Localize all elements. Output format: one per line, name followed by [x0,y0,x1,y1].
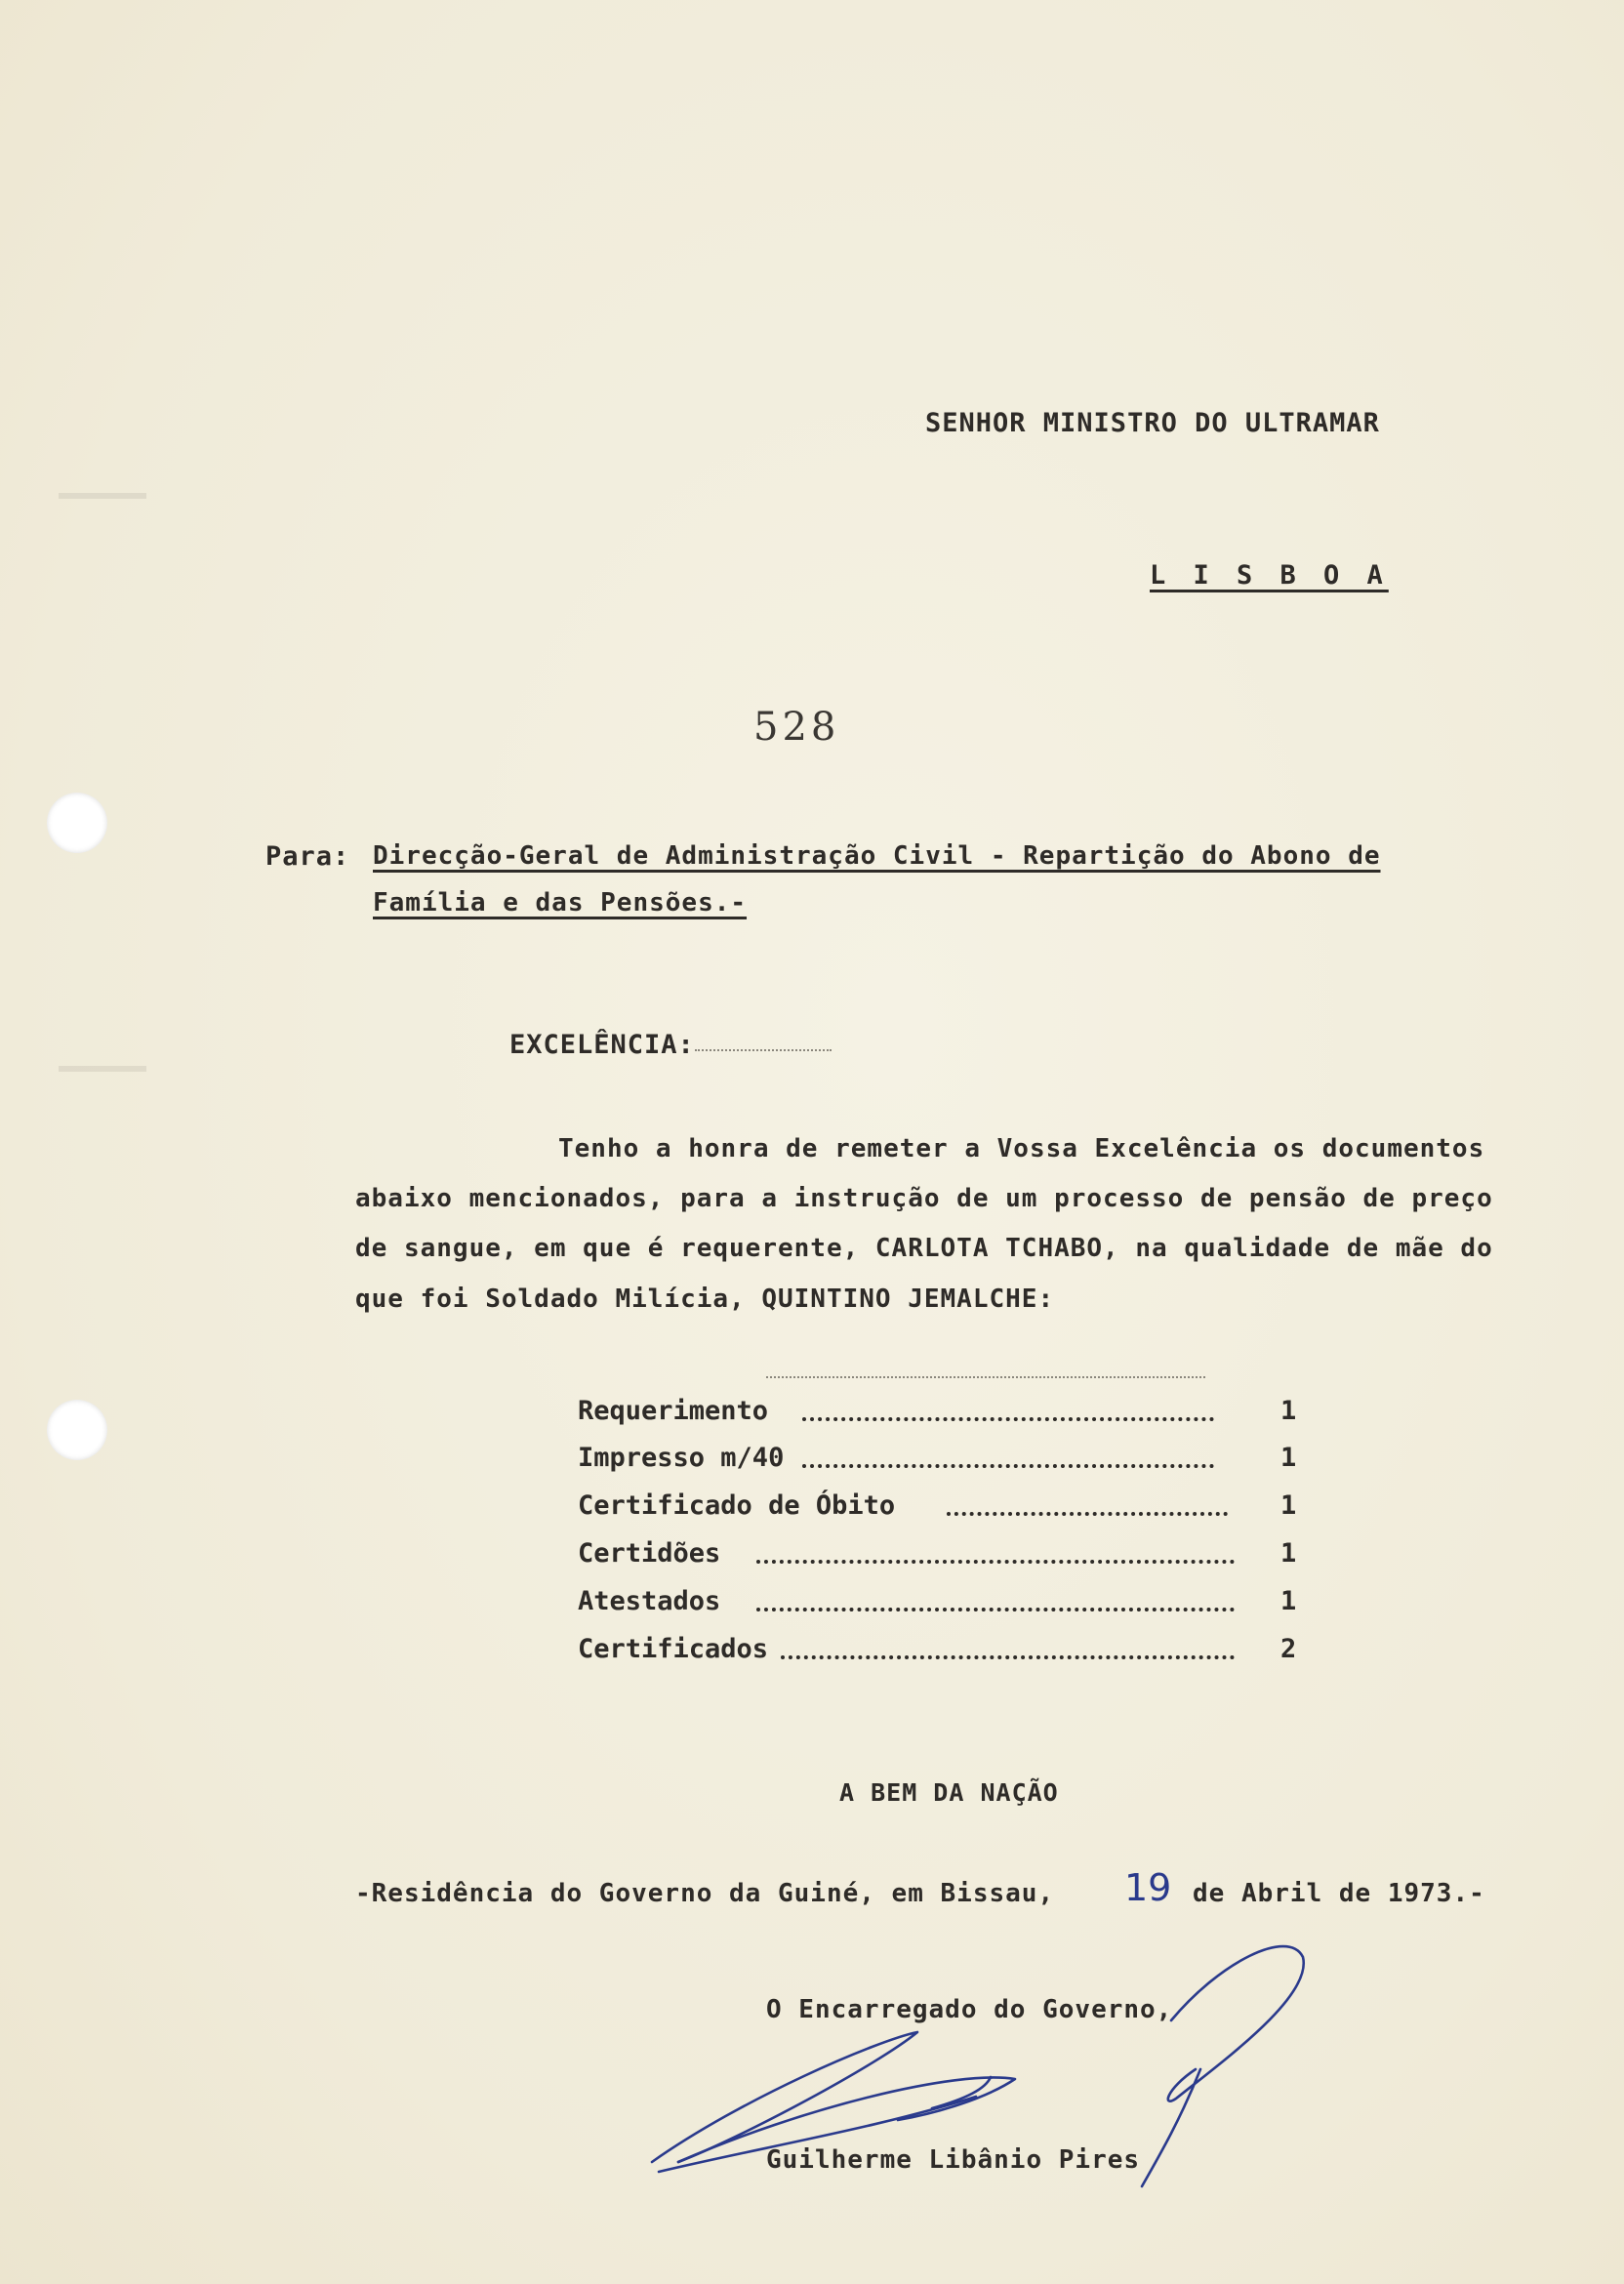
addressee-line-1: Direcção-Geral de Administração Civil - Repartição do Abono de [373,841,1381,871]
document-label: Impresso m/40 [578,1443,785,1473]
document-label: Atestados [578,1586,721,1616]
handwritten-day: 19 [1124,1866,1172,1909]
body-line-2: abaixo mencionados, para a instrução de um processo de pensão de preço [355,1184,1493,1213]
signatory-name: Guilherme Libânio Pires [766,2145,1141,2175]
document-label: Certidões [578,1538,721,1569]
addressee-prefix: Para: [265,841,350,872]
recipient-line: SENHOR MINISTRO DO ULTRAMAR [925,408,1380,438]
document-count: 1 [1280,1396,1297,1426]
signatory-title: O Encarregado do Governo, [766,1995,1173,2024]
body-line-3: de sangue, em que é requerente, CARLOTA TCHABO, na qualidade de mãe do [355,1234,1493,1263]
addressee-line-2: Família e das Pensões.- [373,888,748,918]
document-label: Requerimento [578,1396,769,1426]
body-line-1: Tenho a honra de remeter a Vossa Excelência os documentos [558,1134,1485,1163]
document-count: 1 [1280,1538,1297,1569]
document-count: 1 [1280,1443,1297,1473]
body-line-4: que foi Soldado Milícia, QUINTINO JEMALCHE: [355,1285,1055,1314]
place-date-prefix: -Residência do Governo da Guiné, em Bissau, [355,1879,1055,1908]
document-number: 528 [753,705,840,750]
document-count: 1 [1280,1490,1297,1521]
closing-motto: A BEM DA NAÇÃO [839,1778,1059,1807]
recipient-city: L I S B O A [1150,560,1389,591]
document-label: Certificado de Óbito [578,1490,896,1521]
document-label: Certificados [578,1634,769,1664]
salutation: EXCELÊNCIA: [509,1030,695,1060]
place-date-suffix: de Abril de 1973.- [1193,1879,1485,1908]
document-count: 1 [1280,1586,1297,1616]
document-count: 2 [1280,1634,1297,1664]
